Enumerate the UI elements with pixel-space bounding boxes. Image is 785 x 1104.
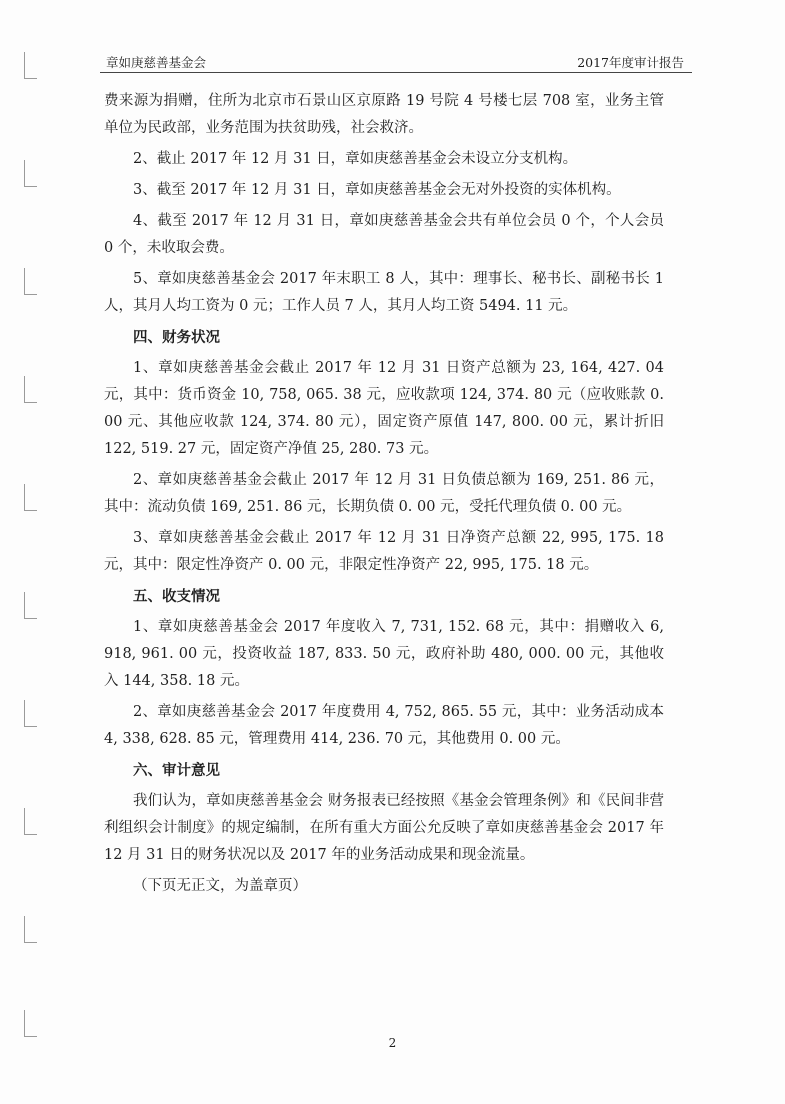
paragraph: 5、章如庚慈善基金会 2017 年末职工 8 人，其中：理事长、秘书长、副秘书长 1 人，其月人均工资为 0 元；工作人员 7 人，其月人均工资 5494. 11 元。 [104, 271, 664, 314]
paragraph: 3、截至 2017 年 12 月 31 日，章如庚慈善基金会无对外投资的实体机构。 [133, 182, 621, 198]
document-body [104, 88, 664, 904]
binding-mark [24, 268, 37, 295]
binding-mark [24, 700, 37, 727]
paragraph: 4、截至 2017 年 12 月 31 日，章如庚慈善基金会共有单位会员 0 个，个人会员 0 个，未收取会费。 [104, 213, 664, 256]
binding-mark [24, 376, 37, 403]
paragraph: 3、章如庚慈善基金会截止 2017 年 12 月 31 日净资产总额 22, 995, 175. 18 元，其中：限定性净资产 0. 00 元，非限定性净资产 22, 995, 175. 18 元。 [104, 530, 664, 573]
section-heading: 五、收支情况 [133, 588, 220, 605]
paragraph: 1、章如庚慈善基金会 2017 年度收入 7, 731, 152. 68 元，其中：捐赠收入 6, 918, 961. 00 元，投资收益 187, 833. 50 元，政府补助 480, 000. 00 元，其他收入 144, 358. 18 元。 [104, 619, 664, 689]
paragraph: 费来源为捐赠，住所为北京市石景山区京原路 19 号院 4 号楼七层 708 室，业务主管单位为民政部，业务范围为扶贫助残，社会救济。 [104, 93, 664, 136]
binding-mark [24, 808, 37, 835]
page-header [100, 50, 692, 73]
binding-mark [24, 484, 37, 511]
binding-mark [24, 592, 37, 619]
section-heading: 六、审计意见 [133, 762, 220, 779]
header-organization: 章如庚慈善基金会 [106, 55, 207, 70]
paragraph: 2、截止 2017 年 12 月 31 日，章如庚慈善基金会未设立分支机构。 [133, 151, 578, 167]
page-number: 2 [388, 1036, 397, 1050]
paragraph: 1、章如庚慈善基金会截止 2017 年 12 月 31 日资产总额为 23, 164, 427. 04 元，其中：货币资金 10, 758, 065. 38 元，应收款项 124, 374. 80 元（应收账款 0. 00 元、其他应收款 124, 374. 80 元），固定资产原值 147, 800. 00 元，累计折旧 122, 519. 27 元，固定资产净值 25, 280. 73 元。 [104, 360, 664, 457]
paragraph: 2、章如庚慈善基金会截止 2017 年 12 月 31 日负债总额为 169, 251. 86 元，其中：流动负债 169, 251. 86 元，长期负债 0. 00 元，受托代理负债 0. 00 元。 [104, 472, 664, 515]
paragraph: （下页无正文，为盖章页） [133, 878, 307, 894]
binding-mark [24, 1010, 37, 1037]
header-report-title: 2017年度审计报告 [577, 55, 684, 70]
section-heading: 四、财务状况 [133, 329, 220, 346]
paragraph: 2、章如庚慈善基金会 2017 年度费用 4, 752, 865. 55 元，其中：业务活动成本 4, 338, 628. 85 元，管理费用 414, 236. 70 元，其他费用 0. 00 元。 [104, 704, 664, 747]
binding-mark [24, 916, 37, 943]
binding-mark [24, 160, 37, 187]
binding-mark [24, 52, 37, 79]
paragraph: 我们认为，章如庚慈善基金会 财务报表已经按照《基金会管理条例》和《民间非营利组织会计制度》的规定编制，在所有重大方面公允反映了章如庚慈善基金会 2017 年 12 月 31 日的财务状况以及 2017 年的业务活动成果和现金流量。 [104, 793, 664, 863]
